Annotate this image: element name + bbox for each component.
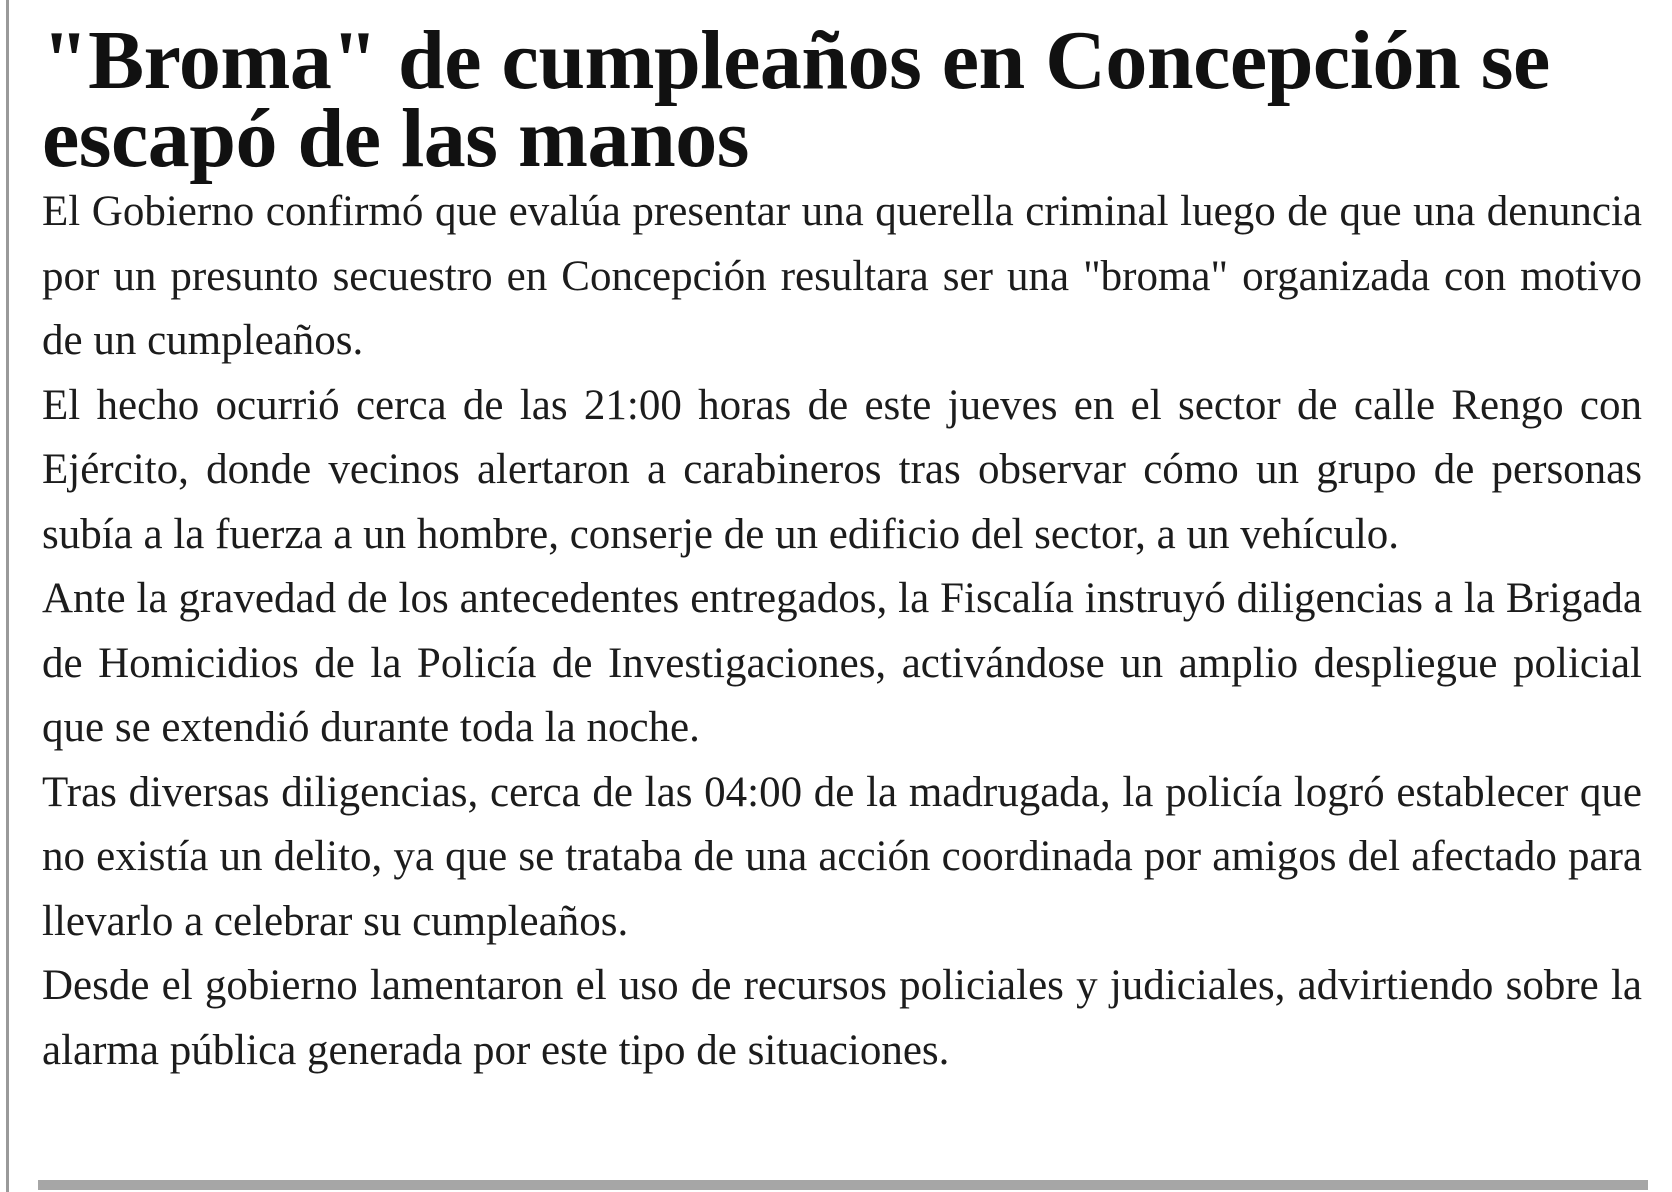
article-headline: "Broma" de cumpleaños en Concepción se escapó de las manos [42, 14, 1550, 185]
article-paragraph-5: Desde el gobierno lamentaron el uso de recursos policiales y judiciales, advirtiendo sobre la alarma pública generada por este tipo de situaciones. [42, 962, 1642, 1074]
article-paragraph-1: El Gobierno confirmó que evalúa presentar una querella criminal luego de que una denuncia por un presunto secuestro en Concepción resultara ser una "broma" organizada con motivo de un cumpleaños. [42, 188, 1642, 364]
article-paragraph-3: Ante la gravedad de los antecedentes entregados, la Fiscalía instruyó diligencias a la Brigada de Homicidios de la Policía de Investigaciones, activándose un amplio despliegue policial que se extendió durante toda la noche. [42, 575, 1642, 751]
article-body [42, 180, 1642, 1083]
bottom-divider [38, 1180, 1648, 1190]
article-paragraph-2: El hecho ocurrió cerca de las 21:00 horas de este jueves en el sector de calle Rengo con Ejército, donde vecinos alertaron a carabineros tras observar cómo un grupo de personas subía a la fuerza a un hombre, conserje de un edificio del sector, a un vehículo. [42, 381, 1642, 558]
article-paragraph-4: Tras diversas diligencias, cerca de las 04:00 de la madrugada, la policía logró establecer que no existía un delito, ya que se trataba de una acción coordinada por amigos del afectado para llevarlo a celebrar su cumpleaños. [42, 768, 1642, 945]
left-column-rule [6, 0, 9, 1192]
news-article [42, 14, 1642, 1083]
